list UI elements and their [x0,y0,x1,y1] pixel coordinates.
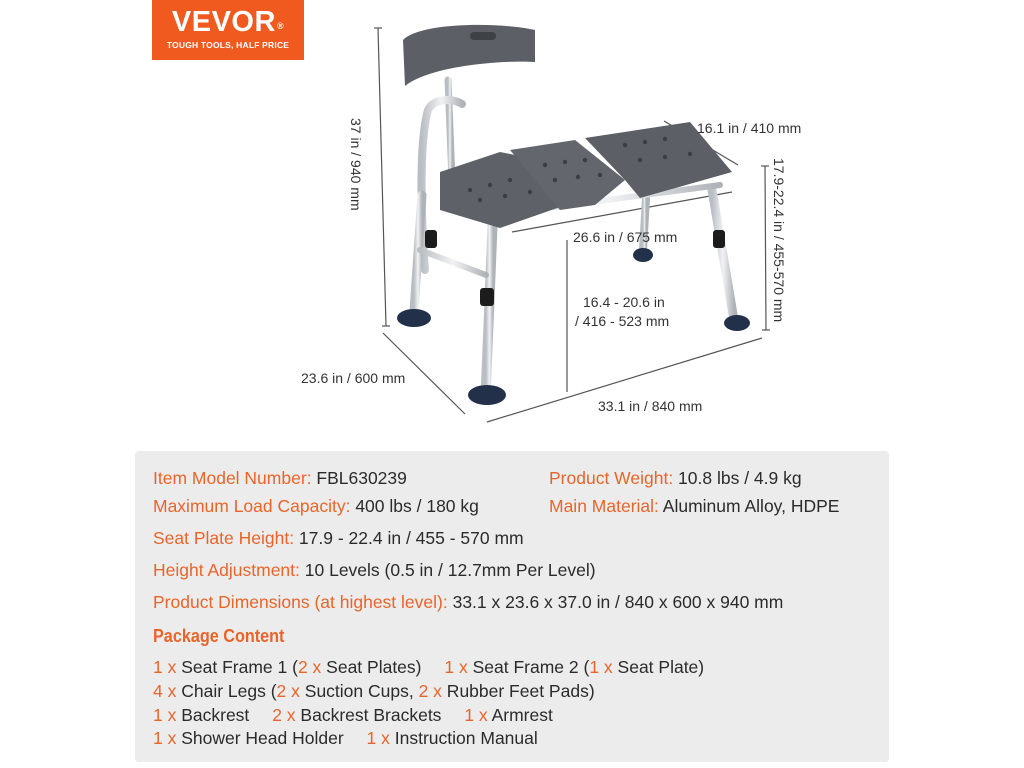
dim-seat-width: 26.6 in / 675 mm [573,229,678,245]
spec-seat-height: Seat Plate Height: 17.9 - 22.4 in / 455 - 570 mm [153,528,524,548]
dim-depth-base: 23.6 in / 600 mm [301,370,406,386]
package-item-backrest-brackets: 2 x Backrest Brackets [272,705,442,725]
dim-height-total: 37 in / 940 mm [348,118,364,211]
spec-dimensions: Product Dimensions (at highest level): 33.1 x 23.6 x 37.0 in / 840 x 600 x 940 mm [153,592,784,612]
dim-seat-height: 17.9-22.4 in / 455-570 mm [771,158,787,323]
seat-plates [440,122,732,228]
package-line-3 [153,705,571,726]
logo-tagline: TOUGH TOOLS, HALF PRICE [166,40,290,50]
package-line-1 [153,657,722,678]
package-item-backrest: 1 x Backrest [153,705,250,725]
package-item-seat-frame-1: 1 x Seat Frame 1 (2 x Seat Plates) [153,657,422,677]
spec-load: Maximum Load Capacity: 400 lbs / 180 kg [153,496,479,516]
package-item-instruction-manual: 1 x Instruction Manual [366,728,538,748]
package-item-shower-head-holder: 1 x Shower Head Holder [153,728,344,748]
package-title: Package Content [153,626,285,646]
logo-reg: ® [276,21,285,31]
spec-material: Main Material: Aluminum Alloy, HDPE [549,496,840,516]
dim-leg-height-1: 16.4 - 20.6 in [583,294,665,310]
logo-brand: VEVOR [171,6,276,38]
package-line-2 [153,681,613,702]
spec-model: Item Model Number: FBL630239 [153,468,407,488]
suction-cups [397,248,750,405]
package-item-seat-frame-2: 1 x Seat Frame 2 (1 x Seat Plate) [444,657,705,677]
package-item-chair-legs: 4 x Chair Legs (2 x Suction Cups, 2 x Rubber Feet Pads) [153,681,595,701]
spec-height-adjust: Height Adjustment: 10 Levels (0.5 in / 12.7mm Per Level) [153,560,596,580]
package-item-armrest: 1 x Armrest [464,705,553,725]
dim-width-base: 33.1 in / 840 mm [598,398,703,414]
spec-weight: Product Weight: 10.8 lbs / 4.9 kg [549,468,802,488]
package-line-4 [153,728,556,749]
dim-depth-top: 16.1 in / 410 mm [697,120,802,136]
dimension-lines [374,28,770,422]
dim-leg-height-2: / 416 - 523 mm [575,313,670,329]
backrest [403,25,535,86]
